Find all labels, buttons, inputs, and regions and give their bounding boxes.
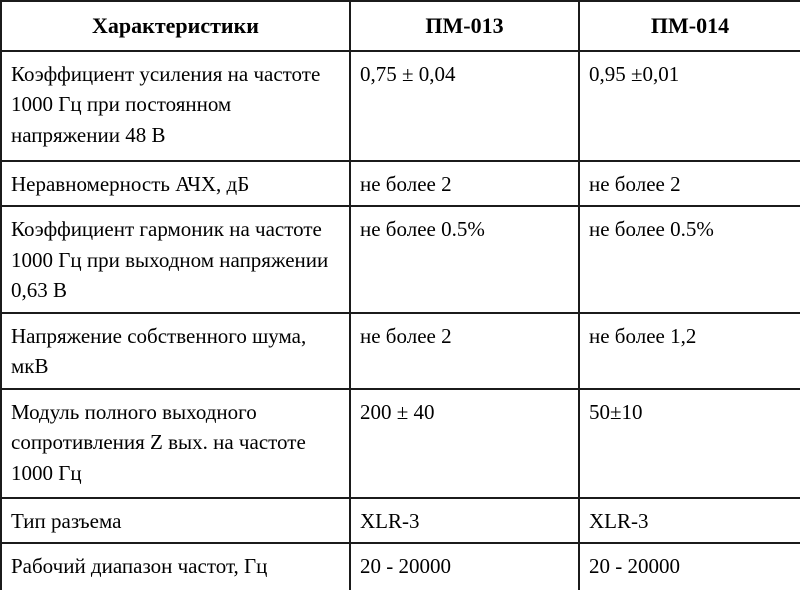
row-harmonics-pm013-value: не более 0.5% xyxy=(350,206,579,312)
row-frequency-response-characteristic: Неравномерность АЧХ, дБ xyxy=(1,161,350,206)
table-row xyxy=(1,51,800,161)
row-connector-type-pm014-value: XLR-3 xyxy=(579,498,800,543)
row-noise-voltage-characteristic: Напряжение собственного шума, мкВ xyxy=(1,313,350,389)
row-frequency-range-pm014-value: 20 - 20000 xyxy=(579,543,800,590)
row-harmonics-characteristic: Коэффициент гармоник на частоте 1000 Гц при выходном напряжении 0,63 В xyxy=(1,206,350,312)
row-connector-type-pm013-value: XLR-3 xyxy=(350,498,579,543)
table-row xyxy=(1,206,800,312)
table-row xyxy=(1,498,800,543)
header-model-pm014: ПМ-014 xyxy=(579,1,800,51)
row-gain-pm013-value: 0,75 ± 0,04 xyxy=(350,51,579,161)
row-connector-type-characteristic: Тип разъема xyxy=(1,498,350,543)
row-output-impedance-pm013-value: 200 ± 40 xyxy=(350,389,579,498)
row-frequency-response-pm013-value: не более 2 xyxy=(350,161,579,206)
header-characteristics: Характеристики xyxy=(1,1,350,51)
row-output-impedance-characteristic: Модуль полного выходного сопротивления Z вых. на частоте 1000 Гц xyxy=(1,389,350,498)
table-header-row xyxy=(1,1,800,51)
row-frequency-range-pm013-value: 20 - 20000 xyxy=(350,543,579,590)
row-noise-voltage-pm013-value: не более 2 xyxy=(350,313,579,389)
row-gain-characteristic: Коэффициент усиления на частоте 1000 Гц при постоянном напряжении 48 В xyxy=(1,51,350,161)
table-row xyxy=(1,389,800,498)
row-frequency-response-pm014-value: не более 2 xyxy=(579,161,800,206)
row-output-impedance-pm014-value: 50±10 xyxy=(579,389,800,498)
header-model-pm013: ПМ-013 xyxy=(350,1,579,51)
table-row xyxy=(1,161,800,206)
table-row xyxy=(1,543,800,590)
table-row xyxy=(1,313,800,389)
row-harmonics-pm014-value: не более 0.5% xyxy=(579,206,800,312)
row-frequency-range-characteristic: Рабочий диапазон частот, Гц xyxy=(1,543,350,590)
row-noise-voltage-pm014-value: не более 1,2 xyxy=(579,313,800,389)
row-gain-pm014-value: 0,95 ±0,01 xyxy=(579,51,800,161)
